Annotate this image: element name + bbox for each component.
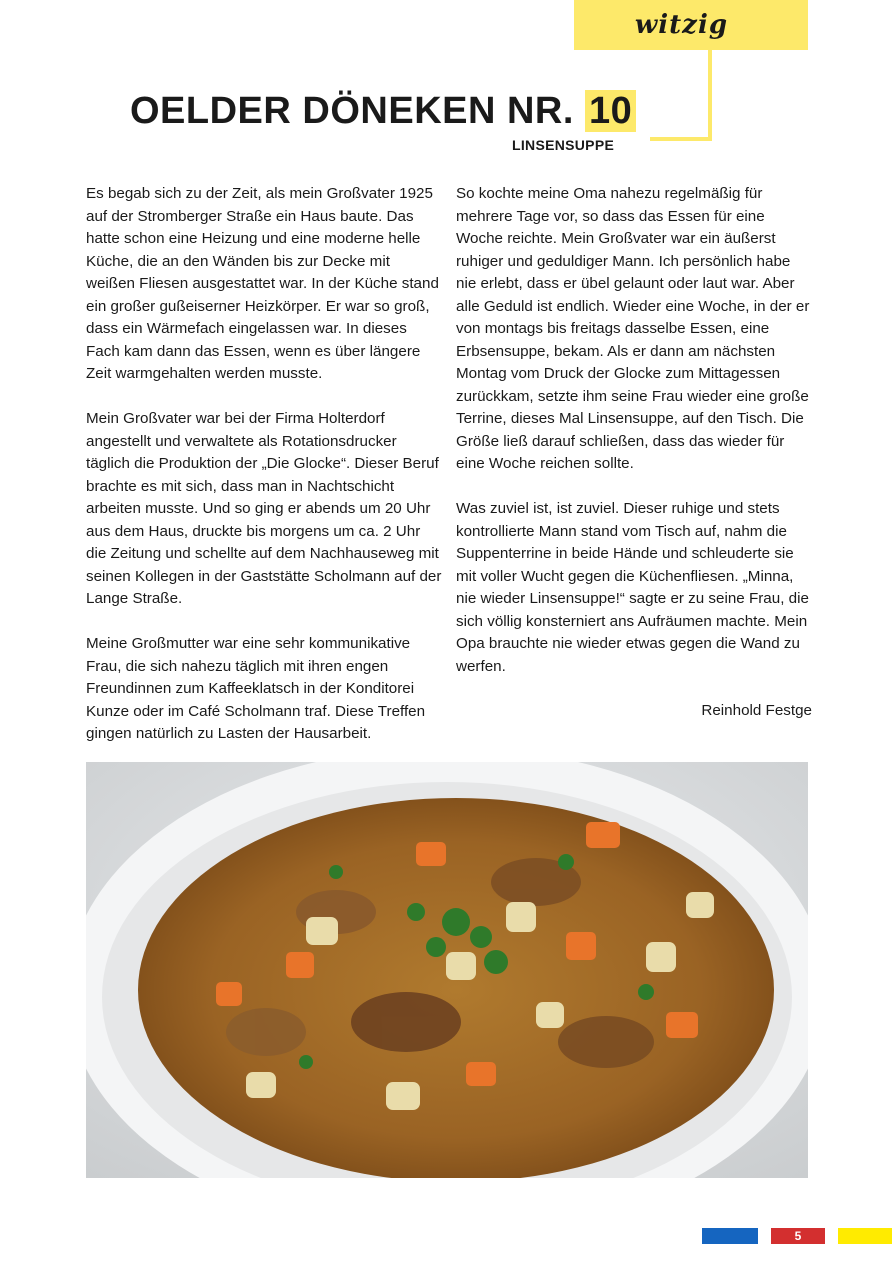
article-title	[130, 88, 636, 134]
footer-bar-blue	[702, 1228, 758, 1244]
decorative-bracket-horizontal	[650, 137, 712, 141]
paragraph: Meine Großmutter war eine sehr kommunikative Frau, die sich nahezu täglich mit ihren engen Freundinnen zum Kaffeeklatsch in der Konditorei Kunze oder im Café Scholmann traf. Diese Treffen gingen natürlich zu Lasten der Hausarbeit.	[86, 635, 426, 742]
text-column-left	[86, 183, 442, 768]
paragraph: So kochte meine Oma nahezu regelmäßig für mehrere Tage vor, so dass das Essen für eine Woche reichte. Mein Großvater war ein äußerst ruhiger und geduldiger Mann. Ich persönlich habe nie erlebt, dass er übel gelaunt oder laut war. Aber alle Geduld ist endlich. Wieder eine Woche, in der er von montags bis freitags dasselbe Essen, eine Erbsensuppe, bekam. Als er dann am nächsten Montag vom Druck der Glocke zum Mittagessen zurückkam, setzte ihm seine Frau wieder eine große Terrine, dieses Mal Linsensuppe, auf den Tisch. Die Größe ließ darauf schließen, dass das wieder für eine Woche reichen sollte.	[456, 185, 810, 472]
title-number: 10	[585, 90, 636, 132]
lentil-soup-photo	[86, 762, 808, 1178]
decorative-bracket-vertical	[708, 50, 712, 140]
text-column-right	[456, 183, 812, 722]
paragraph: Mein Großvater war bei der Firma Holterdorf angestellt und verwaltete als Rotationsdrucker täglich die Produktion der „Die Glocke“. Dieser Beruf brachte es mit sich, dass man in Nachtschicht arbeiten musste. Und so ging er abends um 20 Uhr aus dem Haus, druckte bis morgens um ca. 2 Uhr die Zeitung und schellte auf dem Nachhauseweg mit seinen Kollegen in der Gaststätte Scholmann auf der Lange Straße.	[86, 410, 442, 607]
author-name: Reinhold Festge	[701, 701, 812, 719]
footer-bar-yellow	[838, 1228, 892, 1244]
category-tag: witzig	[634, 10, 728, 40]
page-number: 5	[771, 1228, 825, 1244]
paragraph: Es begab sich zu der Zeit, als mein Großvater 1925 auf der Stromberger Straße ein Haus baute. Das hatte schon eine Heizung und eine moderne helle Küche, die an den Wänden bis zur Decke mit weißen Fliesen ausgestattet war. In der Küche stand ein großer gußeiserner Heizkörper. Er war so groß, dass ein Wärmefach eingelassen war. In dieses Fach kam dann das Essen, wenn es über längere Zeit warmgehalten werden musste.	[86, 185, 439, 382]
title-text: OELDER DÖNEKEN NR.	[130, 90, 574, 132]
paragraph: Was zuviel ist, ist zuviel. Dieser ruhige und stets kontrollierte Mann stand vom Tisch auf, nahm die Suppenterrine in beide Hände und schleuderte sie mit voller Wucht gegen die Küchenfliesen. „Minna, nie wieder Linsensuppe!“ sagte er zu seine Frau, die sich völlig konsterniert ans Aufräumen machte. Mein Opa brauchte nie wieder etwas gegen die Wand zu werfen.	[456, 500, 809, 675]
article-subtitle: LINSENSUPPE	[512, 137, 615, 153]
category-tag-box	[574, 0, 808, 50]
